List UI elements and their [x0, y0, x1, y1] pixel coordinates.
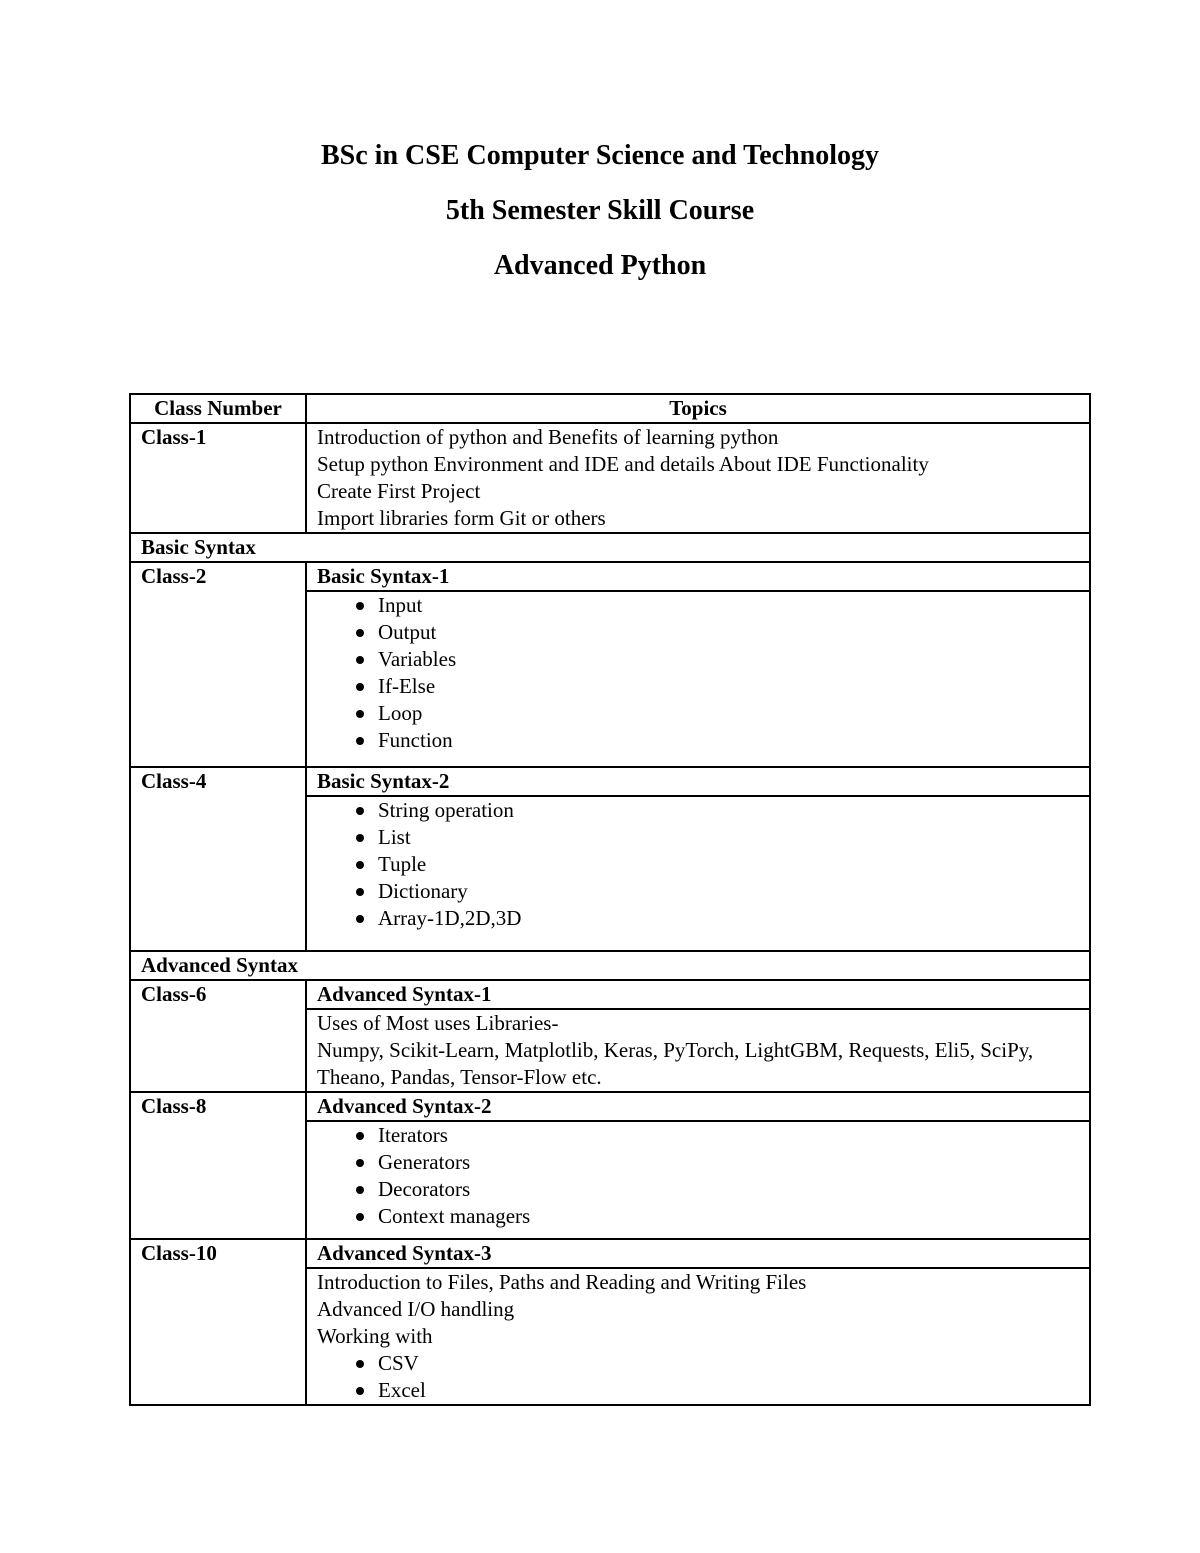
- bullet-item: Iterators: [317, 1122, 1079, 1149]
- basic-syntax-2-heading: Basic Syntax-2: [306, 767, 1090, 796]
- topic-line: Introduction of python and Benefits of learning python: [317, 425, 779, 449]
- bullet-item: Tuple: [317, 851, 1079, 878]
- class-1-label: Class-1: [130, 423, 306, 533]
- bullet-item: Output: [317, 619, 1079, 646]
- class-2-heading-row: [130, 562, 1090, 591]
- class-number-header: Class Number: [130, 394, 306, 423]
- class-10-heading-row: [130, 1239, 1090, 1268]
- syllabus-table: [129, 393, 1091, 1406]
- topic-line: Create First Project: [317, 479, 481, 503]
- bullet-list: [317, 1350, 1079, 1404]
- advanced-syntax-section-row: [130, 951, 1090, 980]
- class-8-label: Class-8: [130, 1092, 306, 1239]
- bullet-item: Dictionary: [317, 878, 1079, 905]
- topic-line: Introduction to Files, Paths and Reading and Writing Files: [317, 1270, 807, 1294]
- class-8-heading-row: [130, 1092, 1090, 1121]
- advanced-syntax-section-heading: Advanced Syntax: [130, 951, 1090, 980]
- class-1-topics: [306, 423, 1090, 533]
- class-6-label: Class-6: [130, 980, 306, 1092]
- semester-title: 5th Semester Skill Course: [445, 195, 755, 226]
- bullet-item: Decorators: [317, 1176, 1079, 1203]
- class-2-label: Class-2: [130, 562, 306, 767]
- class-8-topics: [306, 1121, 1090, 1239]
- topic-line: Working with: [317, 1324, 433, 1348]
- class-10-topics: [306, 1268, 1090, 1405]
- advanced-syntax-1-heading: Advanced Syntax-1: [306, 980, 1090, 1009]
- class-2-topics: [306, 591, 1090, 767]
- class-1-row: [130, 423, 1090, 533]
- bullet-item: CSV: [317, 1350, 1079, 1377]
- bullet-item: Function: [317, 727, 1079, 754]
- basic-syntax-section-heading: Basic Syntax: [130, 533, 1090, 562]
- topic-line: Setup python Environment and IDE and details About IDE Functionality: [317, 452, 929, 476]
- topic-line: Uses of Most uses Libraries-: [317, 1011, 559, 1035]
- topic-line: Numpy, Scikit-Learn, Matplotlib, Keras, PyTorch, LightGBM, Requests, Eli5, SciPy, Theano, Pandas, Tensor-Flow etc.: [317, 1038, 1034, 1089]
- advanced-syntax-3-heading: Advanced Syntax-3: [306, 1239, 1090, 1268]
- bullet-list: [317, 797, 1079, 932]
- header-row: [130, 394, 1090, 423]
- topics-header: Topics: [306, 394, 1090, 423]
- topic-line: Advanced I/O handling: [317, 1297, 515, 1321]
- class-4-heading-row: [130, 767, 1090, 796]
- bullet-item: Array-1D,2D,3D: [317, 905, 1079, 932]
- class-4-label: Class-4: [130, 767, 306, 951]
- bullet-item: String operation: [317, 797, 1079, 824]
- bullet-item: Input: [317, 592, 1079, 619]
- degree-title: BSc in CSE Computer Science and Technology: [320, 140, 880, 171]
- class-6-topics: [306, 1009, 1090, 1092]
- basic-syntax-1-heading: Basic Syntax-1: [306, 562, 1090, 591]
- advanced-syntax-2-heading: Advanced Syntax-2: [306, 1092, 1090, 1121]
- bullet-item: Context managers: [317, 1203, 1079, 1230]
- bullet-item: If-Else: [317, 673, 1079, 700]
- class-4-topics: [306, 796, 1090, 951]
- document-title-block: [0, 140, 1200, 305]
- class-6-heading-row: [130, 980, 1090, 1009]
- bullet-item: Generators: [317, 1149, 1079, 1176]
- bullet-list: [317, 1122, 1079, 1230]
- bullet-item: Excel: [317, 1377, 1079, 1404]
- course-title: Advanced Python: [493, 250, 707, 281]
- bullet-item: List: [317, 824, 1079, 851]
- bullet-list: [317, 592, 1079, 754]
- class-10-label: Class-10: [130, 1239, 306, 1405]
- topic-line: Import libraries form Git or others: [317, 506, 606, 530]
- bullet-item: Variables: [317, 646, 1079, 673]
- basic-syntax-section-row: [130, 533, 1090, 562]
- bullet-item: Loop: [317, 700, 1079, 727]
